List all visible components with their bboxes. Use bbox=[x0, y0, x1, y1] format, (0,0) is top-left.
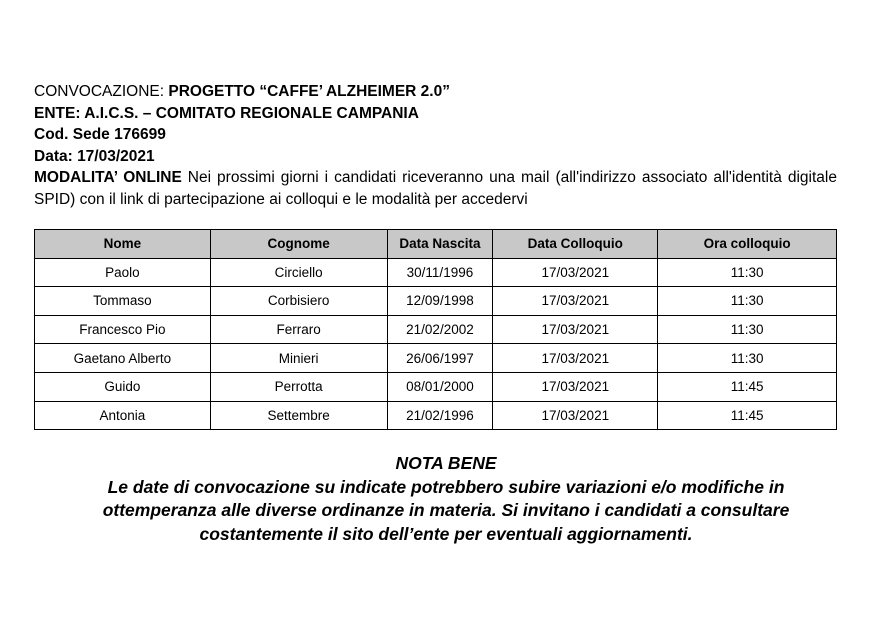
cell-ora-colloquio: 11:30 bbox=[658, 258, 837, 287]
modalita-label: MODALITA’ ONLINE bbox=[34, 169, 182, 186]
cell-ora-colloquio: 11:30 bbox=[658, 315, 837, 344]
cell-cognome: Perrotta bbox=[210, 372, 387, 401]
cell-data-colloquio: 17/03/2021 bbox=[493, 401, 658, 430]
column-header-data-colloquio: Data Colloquio bbox=[493, 230, 658, 259]
nota-bene-line: Le date di convocazione su indicate potrebbero subire variazioni e/o modifiche in bbox=[107, 476, 785, 497]
table-row bbox=[35, 401, 837, 430]
cell-data-nascita: 08/01/2000 bbox=[387, 372, 493, 401]
cell-data-colloquio: 17/03/2021 bbox=[493, 344, 658, 373]
cell-data-colloquio: 17/03/2021 bbox=[493, 315, 658, 344]
column-header-data-nascita: Data Nascita bbox=[387, 230, 493, 259]
ente-line: ENTE: A.I.C.S. – COMITATO REGIONALE CAMPANIA bbox=[34, 104, 419, 122]
cell-nome: Francesco Pio bbox=[35, 315, 211, 344]
cell-data-colloquio: 17/03/2021 bbox=[493, 287, 658, 316]
cell-data-nascita: 30/11/1996 bbox=[387, 258, 493, 287]
table-header-row bbox=[35, 230, 837, 259]
cell-cognome: Ferraro bbox=[210, 315, 387, 344]
nota-bene-notice bbox=[20, 452, 872, 546]
convocation-header bbox=[34, 81, 837, 210]
column-header-ora-colloquio: Ora colloquio bbox=[658, 230, 837, 259]
nota-bene-line: costantemente il sito dell’ente per eventuali aggiornamenti. bbox=[199, 523, 693, 544]
cell-cognome: Minieri bbox=[210, 344, 387, 373]
table-row bbox=[35, 344, 837, 373]
table-row bbox=[35, 315, 837, 344]
cell-nome: Paolo bbox=[35, 258, 211, 287]
cell-ora-colloquio: 11:30 bbox=[658, 344, 837, 373]
cell-ora-colloquio: 11:45 bbox=[658, 372, 837, 401]
cell-data-nascita: 26/06/1997 bbox=[387, 344, 493, 373]
table-row bbox=[35, 287, 837, 316]
convocazione-line bbox=[34, 81, 837, 103]
candidates-table bbox=[34, 229, 837, 430]
cell-nome: Guido bbox=[35, 372, 211, 401]
cell-nome: Antonia bbox=[35, 401, 211, 430]
cell-nome: Gaetano Alberto bbox=[35, 344, 211, 373]
nota-bene-title: NOTA BENE bbox=[395, 453, 497, 473]
cell-data-colloquio: 17/03/2021 bbox=[493, 258, 658, 287]
modalita-paragraph bbox=[34, 167, 837, 210]
cell-data-nascita: 12/09/1998 bbox=[387, 287, 493, 316]
table-row bbox=[35, 372, 837, 401]
modalita-text: Nei prossimi giorni i candidati riceveranno una mail (all'indirizzo associato all'identità digitale SPID) con il link di partecipazione ai colloqui e le modalità per accedervi bbox=[34, 169, 837, 208]
cell-nome: Tommaso bbox=[35, 287, 211, 316]
cod-sede-line: Cod. Sede 176699 bbox=[34, 126, 166, 143]
cell-data-colloquio: 17/03/2021 bbox=[493, 372, 658, 401]
data-line: Data: 17/03/2021 bbox=[34, 147, 155, 165]
cell-ora-colloquio: 11:30 bbox=[658, 287, 837, 316]
column-header-nome: Nome bbox=[35, 230, 211, 259]
table-row bbox=[35, 258, 837, 287]
cell-cognome: Corbisiero bbox=[210, 287, 387, 316]
convocazione-label: CONVOCAZIONE: bbox=[34, 83, 169, 100]
cell-cognome: Circiello bbox=[210, 258, 387, 287]
nota-bene-line: ottemperanza alle diverse ordinanze in materia. Si invitano i candidati a consultare bbox=[102, 500, 790, 520]
cell-cognome: Settembre bbox=[210, 401, 387, 430]
column-header-cognome: Cognome bbox=[210, 230, 387, 259]
project-name: PROGETTO “CAFFE’ ALZHEIMER 2.0” bbox=[168, 83, 450, 100]
cell-data-nascita: 21/02/2002 bbox=[387, 315, 493, 344]
cell-data-nascita: 21/02/1996 bbox=[387, 401, 493, 430]
cell-ora-colloquio: 11:45 bbox=[658, 401, 837, 430]
